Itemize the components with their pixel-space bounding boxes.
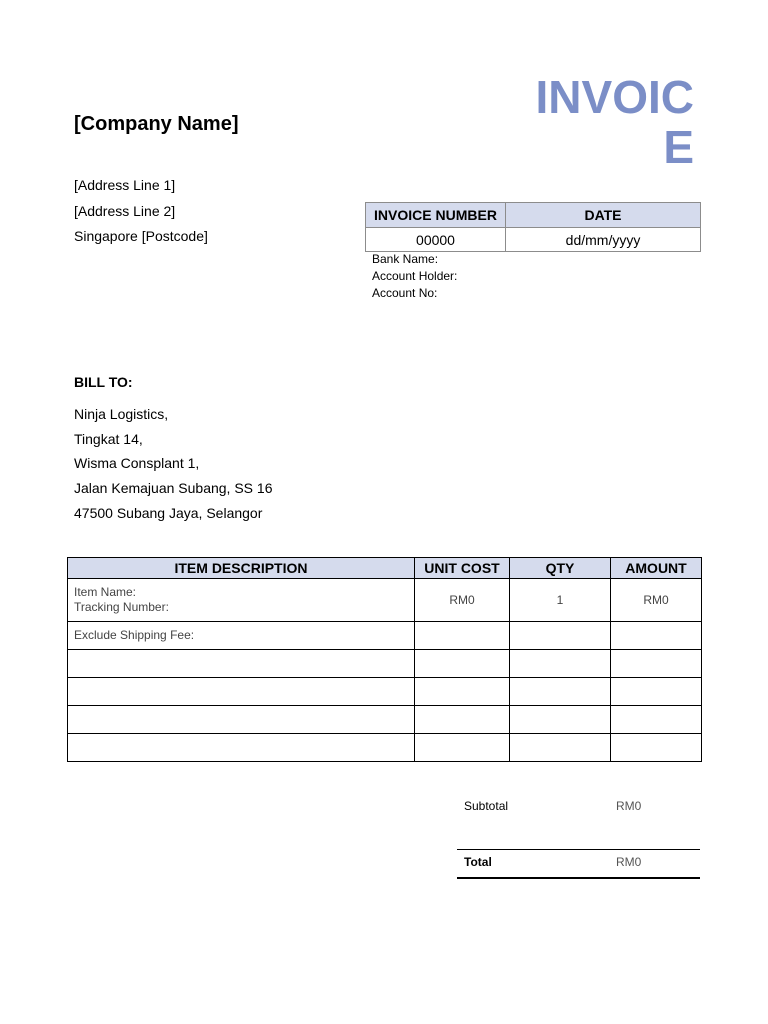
unit-cost-cell[interactable] <box>415 678 510 706</box>
amount-cell[interactable] <box>611 622 702 650</box>
table-row <box>68 622 702 650</box>
amount-cell[interactable] <box>611 706 702 734</box>
qty-cell[interactable] <box>510 650 611 678</box>
qty-header: QTY <box>510 558 611 579</box>
total-divider <box>457 849 700 850</box>
invoice-number-header: INVOICE NUMBER <box>366 203 506 228</box>
company-name: [Company Name] <box>74 113 239 135</box>
bill-to-line-4: Jalan Kemajuan Subang, SS 16 <box>74 480 273 496</box>
unit-cost-cell[interactable]: RM0 <box>415 579 510 622</box>
bill-to-line-5: 47500 Subang Jaya, Selangor <box>74 505 263 521</box>
items-header-row <box>68 558 702 579</box>
total-value: RM0 <box>616 855 642 869</box>
table-row <box>68 678 702 706</box>
qty-cell[interactable] <box>510 678 611 706</box>
invoice-title-line-2: E <box>663 121 694 173</box>
bill-to-line-2: Tingkat 14, <box>74 431 143 447</box>
unit-cost-cell[interactable] <box>415 734 510 762</box>
invoice-meta-table <box>365 202 701 252</box>
unit-cost-cell[interactable] <box>415 622 510 650</box>
tracking-number-label: Tracking Number: <box>74 600 169 614</box>
invoice-title <box>520 72 694 172</box>
item-description-header: ITEM DESCRIPTION <box>68 558 415 579</box>
table-row <box>68 706 702 734</box>
amount-cell[interactable]: RM0 <box>611 579 702 622</box>
account-holder-label: Account Holder: <box>372 269 458 283</box>
amount-cell[interactable] <box>611 650 702 678</box>
item-name-label: Item Name: <box>74 585 137 599</box>
item-description-cell[interactable] <box>68 579 415 622</box>
unit-cost-cell[interactable] <box>415 706 510 734</box>
table-row <box>68 650 702 678</box>
qty-cell[interactable] <box>510 622 611 650</box>
bank-name-label: Bank Name: <box>372 252 439 266</box>
company-address-line-2: [Address Line 2] <box>74 203 176 219</box>
bill-to-heading: BILL TO: <box>74 374 133 390</box>
date-header: DATE <box>506 203 701 228</box>
qty-cell[interactable] <box>510 706 611 734</box>
company-address-line-3: Singapore [Postcode] <box>74 228 208 244</box>
item-description-cell[interactable] <box>68 734 415 762</box>
total-underline <box>457 877 700 879</box>
item-description-cell[interactable]: Exclude Shipping Fee: <box>68 622 415 650</box>
amount-header: AMOUNT <box>611 558 702 579</box>
subtotal-label: Subtotal <box>464 799 509 813</box>
item-description-cell[interactable] <box>68 650 415 678</box>
unit-cost-cell[interactable] <box>415 650 510 678</box>
table-row <box>68 734 702 762</box>
qty-cell[interactable] <box>510 734 611 762</box>
table-row <box>68 579 702 622</box>
item-description-cell[interactable] <box>68 678 415 706</box>
bill-to-line-1: Ninja Logistics, <box>74 406 169 422</box>
item-description-cell[interactable] <box>68 706 415 734</box>
bill-to-line-3: Wisma Consplant 1, <box>74 455 200 471</box>
items-table <box>67 557 702 762</box>
account-no-label: Account No: <box>372 286 438 300</box>
subtotal-value: RM0 <box>616 799 642 813</box>
invoice-number-value[interactable]: 00000 <box>366 228 506 252</box>
total-label: Total <box>464 855 492 869</box>
company-address-line-1: [Address Line 1] <box>74 177 176 193</box>
qty-cell[interactable]: 1 <box>510 579 611 622</box>
invoice-title-line-1: INVOIC <box>535 71 694 123</box>
invoice-date-value[interactable]: dd/mm/yyyy <box>506 228 701 252</box>
amount-cell[interactable] <box>611 734 702 762</box>
amount-cell[interactable] <box>611 678 702 706</box>
unit-cost-header: UNIT COST <box>415 558 510 579</box>
